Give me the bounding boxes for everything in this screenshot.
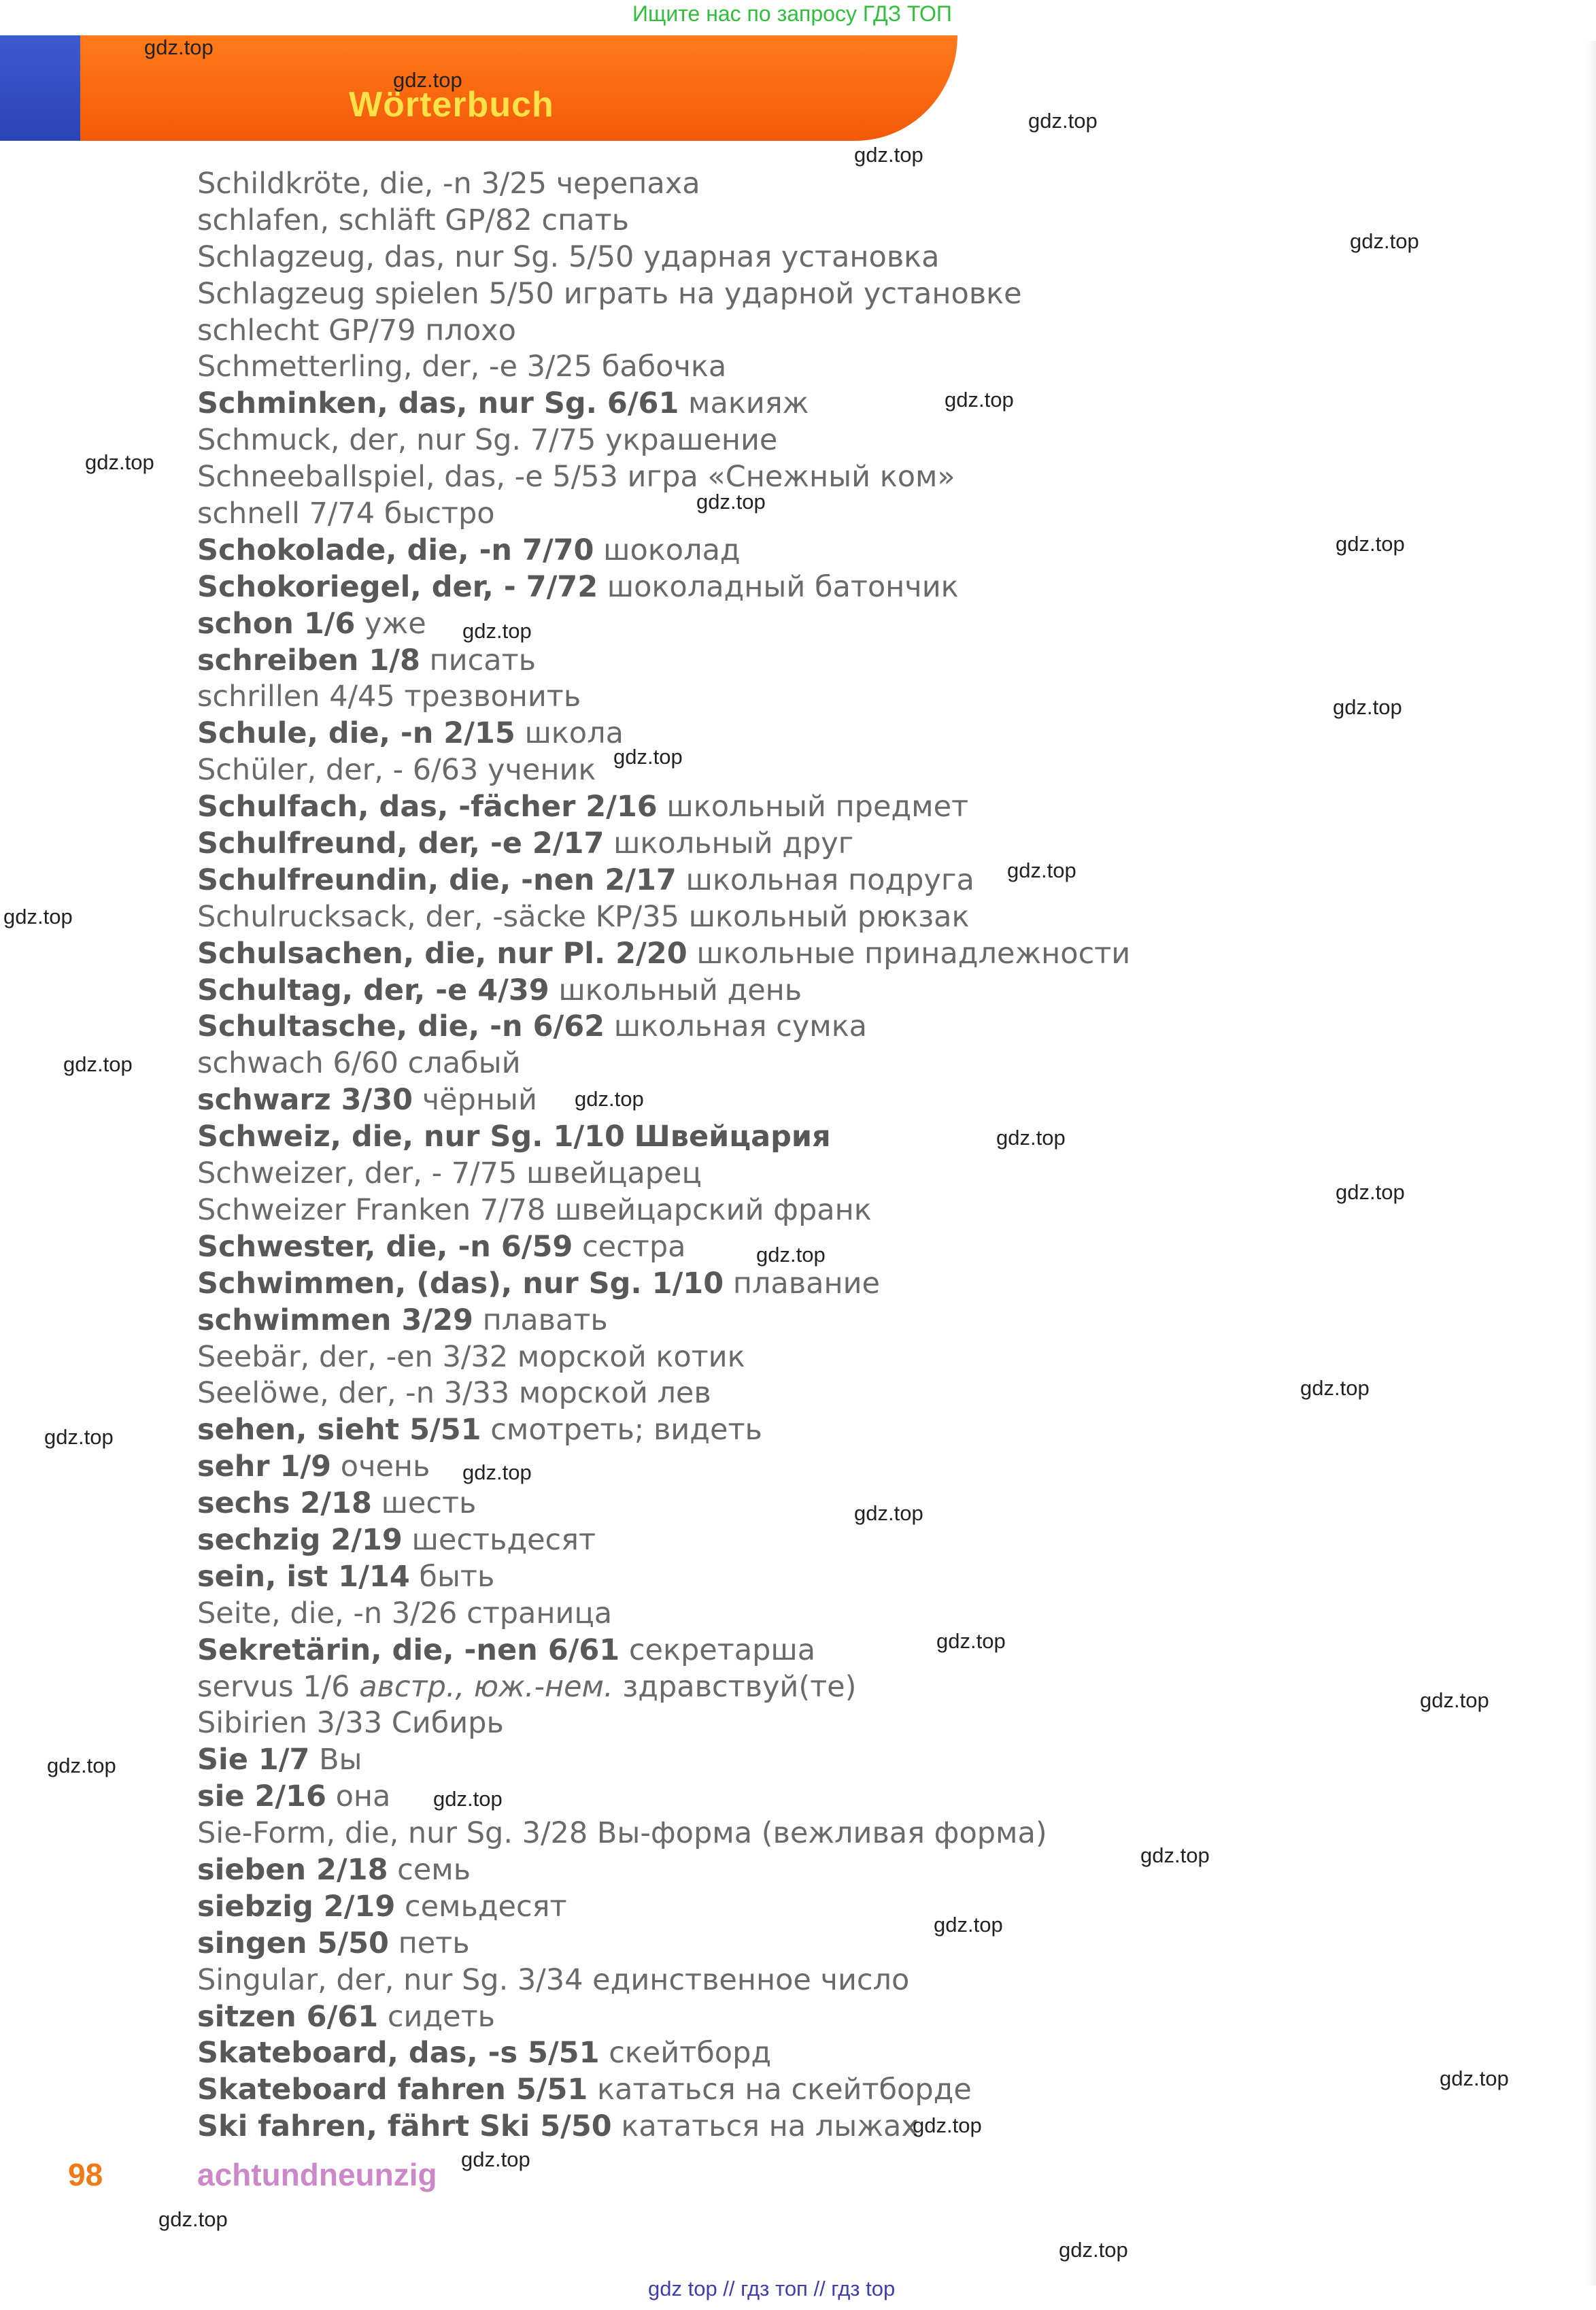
dictionary-entry xyxy=(197,1082,1557,1119)
entry-translation: писать xyxy=(429,643,536,677)
entry-headword: Schildkröte, die, -n 3/25 xyxy=(197,167,547,201)
entry-translation: плавание xyxy=(732,1266,880,1301)
entry-translation: Вы-форма (вежливая форма) xyxy=(596,1816,1047,1851)
dictionary-entry xyxy=(197,863,1557,899)
dictionary-entry xyxy=(197,1266,1557,1303)
dictionary-entry xyxy=(197,1412,1557,1449)
entry-usage-label: австр., юж.-нем. xyxy=(359,1669,613,1704)
entry-headword: Sie-Form, die, nur Sg. 3/28 xyxy=(197,1816,588,1851)
dictionary-entry xyxy=(197,1852,1557,1889)
dictionary-entry xyxy=(197,1522,1557,1559)
entry-translation: игра «Снежный ком» xyxy=(627,460,955,495)
watermark: gdz.top xyxy=(1007,858,1076,882)
dictionary-entry xyxy=(197,716,1557,752)
dictionary-entry xyxy=(197,1229,1557,1266)
entry-translation: трезвонить xyxy=(404,680,581,714)
watermark: gdz.top xyxy=(756,1243,826,1267)
dictionary-entry xyxy=(197,826,1557,863)
entry-headword: sehen, sieht 5/51 xyxy=(197,1413,481,1447)
entry-translation: смотреть; видеть xyxy=(490,1413,762,1447)
dictionary-entry xyxy=(197,496,1557,533)
watermark: gdz.top xyxy=(1028,109,1098,133)
dictionary-entry xyxy=(197,1962,1557,1999)
dictionary-entry xyxy=(197,899,1557,936)
entry-translation: она xyxy=(335,1779,391,1814)
entry-headword: Seebär, der, -en 3/32 xyxy=(197,1339,509,1374)
dictionary-entry xyxy=(197,276,1557,313)
entry-translation: Сибирь xyxy=(391,1706,504,1741)
entry-translation: семьдесят xyxy=(404,1889,567,1924)
entry-translation: кататься на лыжах xyxy=(621,2109,919,2144)
dictionary-entry xyxy=(197,313,1557,350)
bottom-links[interactable]: gdz top // гдз топ // гдз top xyxy=(648,2277,896,2300)
dictionary-entry xyxy=(197,1779,1557,1815)
watermark: gdz.top xyxy=(461,2147,530,2171)
entry-translation: школа xyxy=(524,716,624,751)
entry-headword: servus 1/6 xyxy=(197,1669,350,1704)
watermark: gdz.top xyxy=(696,490,766,514)
dictionary-entry xyxy=(197,606,1557,643)
watermark: gdz.top xyxy=(433,1787,503,1811)
entry-translation: петь xyxy=(398,1926,470,1960)
entry-translation: школьная подруга xyxy=(685,863,974,897)
dictionary-entry xyxy=(197,1926,1557,1962)
entry-headword: Schweiz, die, nur Sg. 1/10 xyxy=(197,1120,625,1154)
watermark: gdz.top xyxy=(934,1913,1003,1937)
entry-translation: единственное число xyxy=(592,1962,910,1997)
entry-translation: ученик xyxy=(488,753,596,788)
entry-headword: siebzig 2/19 xyxy=(197,1889,396,1924)
header-blue-block xyxy=(0,35,80,141)
entry-headword: sein, ist 1/14 xyxy=(197,1559,410,1594)
entry-translation: чёрный xyxy=(422,1083,537,1118)
dictionary-entry xyxy=(197,1815,1557,1852)
entry-translation: очень xyxy=(340,1450,430,1484)
entry-translation: школьный друг xyxy=(613,826,854,861)
entry-translation: бабочка xyxy=(601,350,727,384)
entry-translation: быстро xyxy=(384,497,495,531)
watermark: gdz.top xyxy=(462,1460,532,1484)
entry-headword: sieben 2/18 xyxy=(197,1852,388,1887)
dictionary-entry xyxy=(197,936,1557,973)
dictionary-entry xyxy=(197,386,1557,422)
entry-translation: плавать xyxy=(482,1303,608,1337)
entry-headword: Schminken, das, nur Sg. 6/61 xyxy=(197,386,679,421)
entry-headword: Schokoriegel, der, - 7/72 xyxy=(197,569,598,604)
entry-translation: кататься на скейтборде xyxy=(597,2073,972,2107)
dictionary-entry xyxy=(197,1449,1557,1486)
entry-translation: морской лев xyxy=(518,1376,711,1411)
watermark: gdz.top xyxy=(945,388,1014,412)
watermark: gdz.top xyxy=(1336,1180,1405,1204)
entry-headword: singen 5/50 xyxy=(197,1926,389,1960)
entry-translation: страница xyxy=(466,1596,613,1630)
entry-translation: шестьдесят xyxy=(411,1522,596,1557)
entry-headword: sitzen 6/61 xyxy=(197,1999,379,2034)
entry-headword: Schüler, der, - 6/63 xyxy=(197,753,479,788)
dictionary-entry xyxy=(197,1999,1557,2036)
entry-headword: Seite, die, -n 3/26 xyxy=(197,1596,458,1630)
entry-translation: школьный день xyxy=(558,973,802,1007)
dictionary-entry xyxy=(197,1596,1557,1633)
entry-headword: schreiben 1/8 xyxy=(197,643,420,677)
page-number-word: achtundneunzig xyxy=(197,2157,437,2192)
entry-headword: schwach 6/60 xyxy=(197,1046,398,1081)
entry-headword: Sie 1/7 xyxy=(197,1743,310,1777)
entry-translation: сестра xyxy=(582,1229,686,1264)
entry-translation: ударная установка xyxy=(643,239,940,274)
dictionary-entry xyxy=(197,422,1557,459)
entry-translation: морской котик xyxy=(517,1339,745,1374)
watermark: gdz.top xyxy=(158,2207,228,2231)
entry-translation: плохо xyxy=(425,313,516,348)
entry-translation: школьная сумка xyxy=(613,1009,868,1044)
entry-headword: sechzig 2/19 xyxy=(197,1522,403,1557)
watermark: gdz.top xyxy=(936,1629,1006,1653)
entry-headword: schlafen, schläft GP/82 xyxy=(197,203,532,237)
dictionary-entry xyxy=(197,1009,1557,1045)
entry-headword: Schulfreund, der, -e 2/17 xyxy=(197,826,605,861)
dictionary-entry xyxy=(197,1742,1557,1779)
entry-headword: Schokolade, die, -n 7/70 xyxy=(197,533,594,567)
entry-headword: Schulsachen, die, nur Pl. 2/20 xyxy=(197,936,687,971)
entry-translation: шесть xyxy=(381,1486,477,1521)
entry-translation: макияж xyxy=(688,386,809,421)
entry-headword: Schwester, die, -n 6/59 xyxy=(197,1229,573,1264)
watermark: gdz.top xyxy=(913,2113,982,2137)
entry-translation: Вы xyxy=(319,1743,362,1777)
dictionary-entry xyxy=(197,1303,1557,1339)
entry-headword: Schultasche, die, -n 6/62 xyxy=(197,1009,605,1044)
entry-translation: скейтборд xyxy=(609,2036,772,2071)
entry-headword: Schlagzeug spielen 5/50 xyxy=(197,276,555,311)
entry-translation: украшение xyxy=(605,423,778,458)
entry-translation: сидеть xyxy=(387,1999,495,2034)
entry-headword: Schulrucksack, der, -säcke KP/35 xyxy=(197,899,679,934)
entry-headword: Schmetterling, der, -e 3/25 xyxy=(197,350,593,384)
watermark: gdz.top xyxy=(1420,1688,1489,1712)
dictionary-entry xyxy=(197,2109,1557,2145)
dictionary-entry xyxy=(197,1669,1557,1706)
watermark: gdz.top xyxy=(854,143,923,167)
dictionary-entry xyxy=(197,1045,1557,1082)
dictionary-entries xyxy=(197,166,1557,2145)
entry-headword: Schulfach, das, -fächer 2/16 xyxy=(197,790,658,824)
watermark: gdz.top xyxy=(1350,229,1419,253)
watermark: gdz.top xyxy=(85,450,154,474)
entry-translation: уже xyxy=(364,606,426,641)
dictionary-entry xyxy=(197,643,1557,680)
entry-headword: Schweizer Franken 7/78 xyxy=(197,1192,546,1227)
entry-translation: школьный предмет xyxy=(666,790,969,824)
dictionary-entry xyxy=(197,2035,1557,2072)
entry-headword: Schultag, der, -e 4/39 xyxy=(197,973,549,1007)
dictionary-entry xyxy=(197,2072,1557,2109)
entry-headword: schnell 7/74 xyxy=(197,497,375,531)
entry-translation: спать xyxy=(541,203,629,237)
dictionary-entry xyxy=(197,1889,1557,1926)
watermark: gdz.top xyxy=(854,1501,923,1525)
dictionary-entry xyxy=(197,789,1557,826)
dictionary-entry xyxy=(197,1633,1557,1669)
entry-headword: Sekretärin, die, -nen 6/61 xyxy=(197,1633,620,1667)
entry-headword: sechs 2/18 xyxy=(197,1486,372,1521)
watermark: gdz.top xyxy=(1059,2238,1128,2262)
entry-headword: Seelöwe, der, -n 3/33 xyxy=(197,1376,510,1411)
watermark: gdz.top xyxy=(393,68,462,92)
dictionary-entry xyxy=(197,752,1557,789)
watermark: gdz.top xyxy=(1300,1376,1370,1400)
page-number: 98 xyxy=(68,2157,103,2192)
entry-translation: семь xyxy=(397,1852,471,1887)
entry-headword: Sibirien 3/33 xyxy=(197,1706,383,1741)
watermark: gdz.top xyxy=(575,1087,644,1111)
dictionary-entry xyxy=(197,569,1557,606)
entry-translation: школьный рюкзак xyxy=(688,899,970,934)
entry-translation: Швейцария xyxy=(634,1120,831,1154)
entry-translation: слабый xyxy=(407,1046,521,1081)
entry-translation: играть на ударной установке xyxy=(563,276,1022,311)
top-banner-text[interactable]: Ищите нас по запросу ГДЗ ТОП xyxy=(632,1,952,26)
entry-headword: Schule, die, -n 2/15 xyxy=(197,716,515,751)
entry-headword: Singular, der, nur Sg. 3/34 xyxy=(197,1962,583,1997)
entry-translation: шоколад xyxy=(603,533,741,567)
entry-headword: Skateboard fahren 5/51 xyxy=(197,2073,588,2107)
watermark: gdz.top xyxy=(44,1425,114,1449)
entry-translation: секретарша xyxy=(628,1633,816,1667)
dictionary-entry xyxy=(197,1119,1557,1156)
watermark: gdz.top xyxy=(47,1754,116,1777)
entry-headword: schwimmen 3/29 xyxy=(197,1303,473,1337)
entry-headword: Ski fahren, fährt Ski 5/50 xyxy=(197,2109,612,2144)
entry-headword: schlecht GP/79 xyxy=(197,313,416,348)
watermark: gdz.top xyxy=(1336,532,1405,556)
dictionary-entry xyxy=(197,1559,1557,1596)
entry-translation: школьные принадлежности xyxy=(696,936,1131,971)
dictionary-entry xyxy=(197,973,1557,1009)
entry-headword: schwarz 3/30 xyxy=(197,1083,413,1118)
entry-translation: швейцарец xyxy=(526,1156,702,1191)
dictionary-entry xyxy=(197,1339,1557,1376)
entry-headword: Schwimmen, (das), nur Sg. 1/10 xyxy=(197,1266,724,1301)
watermark: gdz.top xyxy=(1140,1843,1210,1867)
page-edge xyxy=(1586,41,1596,2286)
watermark: gdz.top xyxy=(1440,2066,1509,2090)
watermark: gdz.top xyxy=(996,1126,1066,1150)
entry-translation: шоколадный батончик xyxy=(607,569,959,604)
entry-headword: Schlagzeug, das, nur Sg. 5/50 xyxy=(197,239,634,274)
entry-headword: Schulfreundin, die, -nen 2/17 xyxy=(197,863,677,897)
entry-translation: черепаха xyxy=(556,167,700,201)
watermark: gdz.top xyxy=(462,619,532,643)
dictionary-entry xyxy=(197,166,1557,203)
page-title: Wörterbuch xyxy=(349,85,554,124)
watermark: gdz.top xyxy=(144,35,214,59)
watermark: gdz.top xyxy=(3,905,73,928)
entry-headword: Schneeballspiel, das, -e 5/53 xyxy=(197,460,618,495)
entry-headword: Skateboard, das, -s 5/51 xyxy=(197,2036,600,2071)
entry-headword: schon 1/6 xyxy=(197,606,356,641)
top-banner[interactable] xyxy=(0,0,1596,31)
entry-headword: sehr 1/9 xyxy=(197,1450,332,1484)
watermark: gdz.top xyxy=(1333,695,1402,719)
entry-translation: швейцарский франк xyxy=(555,1192,872,1227)
watermark: gdz.top xyxy=(613,745,683,769)
entry-translation: здравствуй(те) xyxy=(622,1669,857,1704)
entry-translation: быть xyxy=(419,1559,495,1594)
entry-headword: schrillen 4/45 xyxy=(197,680,395,714)
watermark: gdz.top xyxy=(63,1052,133,1076)
entry-headword: Schmuck, der, nur Sg. 7/75 xyxy=(197,423,596,458)
dictionary-entry xyxy=(197,349,1557,386)
dictionary-entry xyxy=(197,459,1557,496)
entry-headword: sie 2/16 xyxy=(197,1779,326,1814)
dictionary-entry xyxy=(197,1705,1557,1742)
entry-headword: Schweizer, der, - 7/75 xyxy=(197,1156,517,1191)
